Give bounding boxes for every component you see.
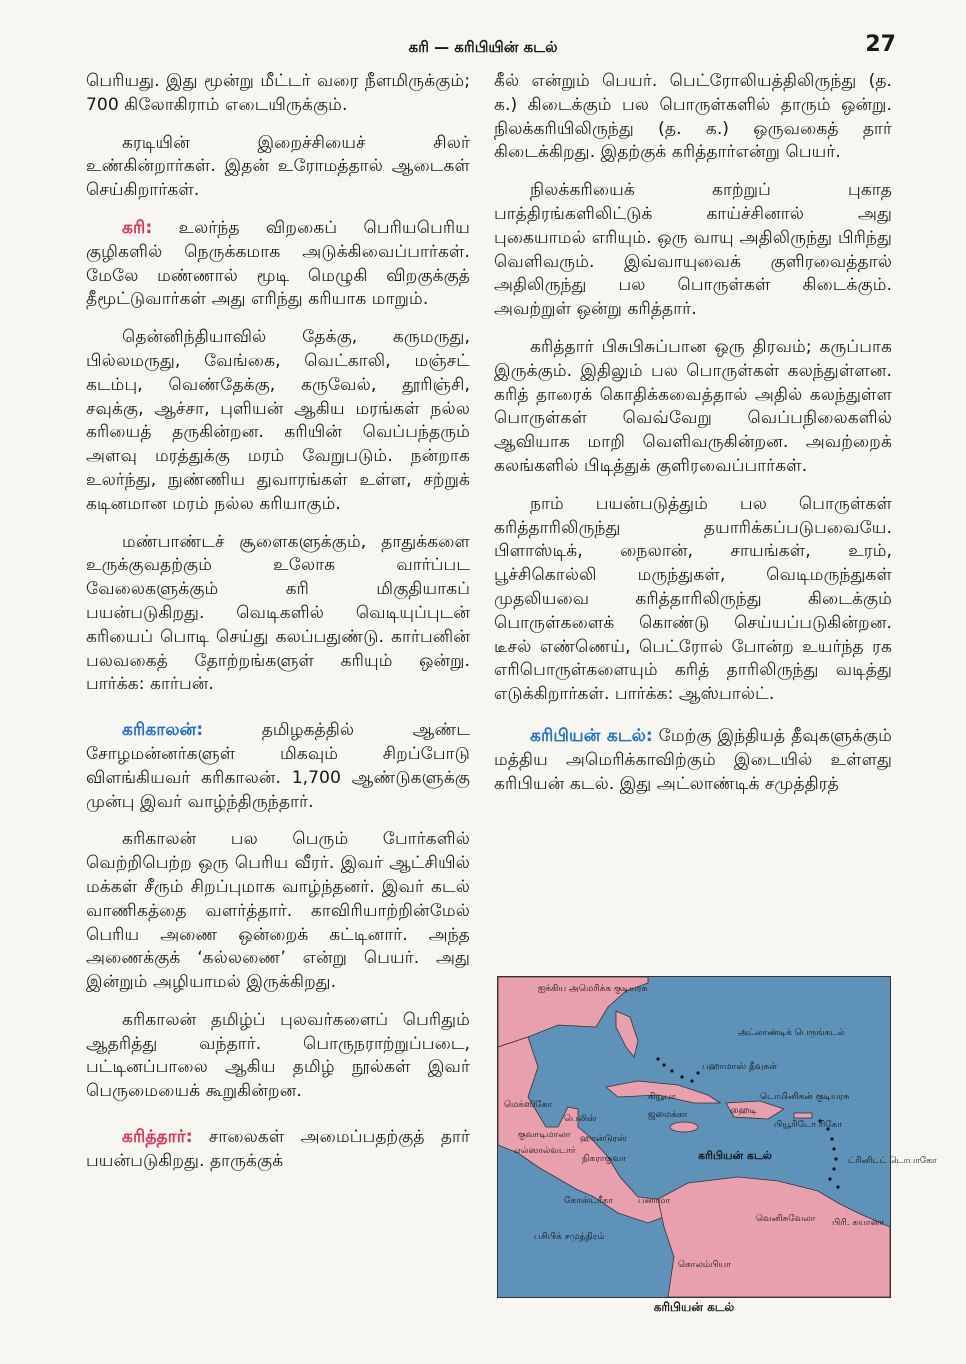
- map-label-puerto-rico: பியூரிடோ ரிகோ: [774, 1120, 843, 1130]
- left-column: [86, 70, 470, 1188]
- headword-karikalan: கரிகாலன்:: [122, 720, 204, 741]
- paragraph: நிலக்கரியைக் காற்றுப் புகாத பாத்திரங்களிலிட்டுக் காய்ச்சினால் அது புகையாமல் எரியும். ஒரு வாயு அதிலிருந்து பிரிந்து வெளிவரும். இவ்வாயுவைக் குளிரவைத்தால் அதிலிருந்து பல பொருள்கள் கிடைக்கும். அவற்றுள் ஒன்று கரித்தார்.: [494, 180, 892, 320]
- paragraph: தென்னிந்தியாவில் தேக்கு, கருமருது, பில்லமருது, வேங்கை, வெட்காலி, மஞ்சட் கடம்பு, வெண்தேக்கு, கருவேல், தூரிஞ்சி, சவுக்கு, ஆச்சா, புளியன் ஆகிய மரங்கள் நல்ல கரியைத் தருகின்றன. கரியின் வெப்பந்தரும் அளவு மரத்துக்கு மரம் வேறுபடும். நன்றாக உலர்ந்து, நுண்ணிய துவாரங்கள் உள்ள, சற்றுக் கடினமான மரம் நல்ல கரியாகும்.: [86, 327, 470, 514]
- caribbean-map: [497, 976, 937, 1298]
- entry-karithar: [86, 1126, 470, 1174]
- map-label-belize: பெலிஸ்: [564, 1114, 597, 1124]
- paragraph: சாலைகள் அமைப்பதற்குத் தார் பயன்படுகிறது. தாருக்குக்: [86, 1127, 471, 1171]
- map-label-mexico: மெக்ஸிகோ: [504, 1100, 553, 1110]
- page-header: [0, 28, 966, 62]
- map-label-atlantic: அட்லாண்டிக் பெருங்கடல்: [738, 1028, 845, 1038]
- map-label-venezuela: வெனிசுவேலா: [756, 1214, 816, 1224]
- paragraph: கரிகாலன் பல பெரும் போர்களில் வெற்றிபெற்ற ஒரு பெரிய வீரர். இவர் ஆட்சியில் மக்கள் சீரும் சிறப்புமாக வாழ்ந்தனர். இவர் கடல் வாணிகத்தை வளர்த்தார். காவிரியாற்றின்மேல் பெரிய அணை ஒன்றைக் கட்டினார். அந்த அணைக்குக் ‘கல்லணை’ என்று பெயர். அது இன்றும் அழியாமல் இருக்கிறது.: [86, 829, 470, 993]
- map-label-cuba: கியூபா: [648, 1092, 676, 1102]
- map-label-trinidad: ட்ரினிடட் டொபாகோ: [848, 1156, 937, 1166]
- map-label-guyana: பிரி. கயானா: [832, 1218, 885, 1228]
- page-number: 27: [865, 32, 896, 57]
- running-title: கரி — கரிபியின் கடல்: [408, 38, 558, 56]
- paragraph: கீல் என்றும் பெயர். பெட்ரோலியத்திலிருந்து (த. க.) கிடைக்கும் பல பொருள்களில் தாரும் ஒன்று. நிலக்கரியிலிருந்து (த. க.) ஒருவகைத் தார் கிடைக்கிறது. இதற்குக் கரித்தார்என்று பெயர்.: [494, 71, 892, 163]
- map-label-jamaica: ஜமைக்கா: [648, 1110, 688, 1120]
- right-column: [494, 70, 892, 810]
- paragraph: கரடியின் இறைச்சியைச் சிலர் உண்கின்றார்கள். இதன் உரோமத்தால் ஆடைகள் செய்கிறார்கள்.: [86, 132, 470, 201]
- paragraph: கரிகாலன் தமிழ்ப் புலவர்களைப் பெரிதும் ஆதரித்து வந்தார். பொருநராற்றுப்படை, பட்டினப்பாலை ஆகிய தமிழ் நூல்கள் இவர் பெருமையைக் கூறுகின்றன.: [86, 1009, 470, 1102]
- map-label-bahamas: பஹாமாஸ் தீவுகள்: [702, 1062, 778, 1072]
- headword-caribbean: கரிபியன் கடல்:: [530, 725, 653, 746]
- entry-kari: [86, 217, 470, 312]
- map-label-nicaragua: நிகராகுவா: [582, 1154, 626, 1164]
- headword-kari: கரி:: [122, 217, 153, 238]
- paragraph: கரித்தார் பிசுபிசுப்பான ஒரு திரவம்; கருப்பாக இருக்கும். இதிலும் பல பொருள்கள் கலந்துள்ளன. கரித் தாரைக் கொதிக்கவைத்தால் அதில் கலந்துள்ள பொருள்கள் வெவ்வேறு வெப்பநிலைகளில் ஆவியாக மாறி வெளிவருகின்றன. அவற்றைக் கலங்களில் பிடித்துக் குளிரவைப்பார்கள்.: [494, 336, 892, 476]
- map-land-puerto-rico: [794, 1113, 812, 1118]
- map-label-el-salvador: எல்ஸால்வடார்: [514, 1146, 576, 1156]
- map-figure: [498, 977, 937, 1297]
- map-label-haiti: ஹைடி: [730, 1106, 757, 1116]
- entry-caribbean: [494, 725, 892, 796]
- paragraph: மண்பாண்டச் சூளைகளுக்கும், தாதுக்களை உருக்குவதற்கும் உலோக வார்ப்பட வேலைகளுக்கும் கரி மிகுதியாகப் பயன்படுகிறது. வெடிகளில் வெடியுப்புடன் கரியைப் பொடி செய்து கலப்பதுண்டு. கார்பனின் பலவகைத் தோற்றங்களுள் கரியும் ஒன்று. பார்க்க: கார்பன்.: [86, 531, 470, 695]
- map-label-panama: பனாமா: [638, 1196, 671, 1206]
- map-land-jamaica: [670, 1122, 698, 1132]
- map-label-caribbean-sea: கரிபியன் கடல்: [698, 1149, 772, 1162]
- map-label-honduras: ஹான்டுரஸ்: [580, 1134, 627, 1144]
- map-label-pacific: பசிபிக் சமுத்திரம்: [534, 1232, 605, 1242]
- map-label-dominican: டொமினிகன் குடியரசு: [760, 1092, 850, 1102]
- paragraph: பெரியது. இது மூன்று மீட்டர் வரை நீளமிருக்கும்; 700 கிலோகிராம் எடையிருக்கும்.: [86, 71, 470, 115]
- paragraph: நாம் பயன்படுத்தும் பல பொருள்கள் கரித்தாரிலிருந்து தயாரிக்கப்படுபவையே. பிளாஸ்டிக், நைலான், சாயங்கள், உரம், பூச்சிகொல்லி மருந்துகள், வெடிமருந்துகள் முதலியவை கரித்தாரிலிருந்து கிடைக்கும் பொருள்களைக் கொண்டு செய்யப்படுகின்றன. டீசல் எண்ணெய், பெட்ரோல் போன்ற உயர்ந்த ரக எரிபொருள்களையும் கரித் தாரிலிருந்து வடித்து எடுக்கிறார்கள். பார்க்க: ஆஸ்பால்ட்.: [494, 493, 892, 705]
- map-label-usa: ஐக்கிய அமெரிக்க குடியரசு: [538, 984, 648, 994]
- map-label-colombia: கொலம்பியா: [678, 1260, 731, 1270]
- paragraph: தமிழகத்தில் ஆண்ட சோழமன்னர்களுள் மிகவும் சிறப்போடு விளங்கியவர் கரிகாலன். 1,700 ஆண்டுகளுக்கு முன்பு இவர் வாழ்ந்திருந்தார்.: [86, 720, 471, 812]
- entry-karikalan: [86, 719, 470, 814]
- map-label-guatemala: குவாடிமாலா: [518, 1130, 571, 1140]
- map-label-costa-rica: கோஸ்டரீகா: [564, 1196, 613, 1206]
- paragraph: உலர்ந்த விறகைப் பெரியபெரிய குழிகளில் நெருக்கமாக அடுக்கிவைப்பார்கள். மேலே மண்ணால் மூடி மெழுகி விறகுக்குத் தீமூட்டுவார்கள் அது எரிந்து கரியாக மாறும்.: [86, 217, 470, 310]
- paragraph: மேற்கு இந்தியத் தீவுகளுக்கும் மத்திய அமெரிக்காவிற்கும் இடையில் உள்ளது கரிபியன் கடல். இது அட்லாண்டிக் சமுத்திரத்: [494, 725, 892, 794]
- headword-karithar: கரித்தார்:: [122, 1127, 193, 1148]
- map-caption: கரிபியன் கடல்: [653, 1300, 735, 1314]
